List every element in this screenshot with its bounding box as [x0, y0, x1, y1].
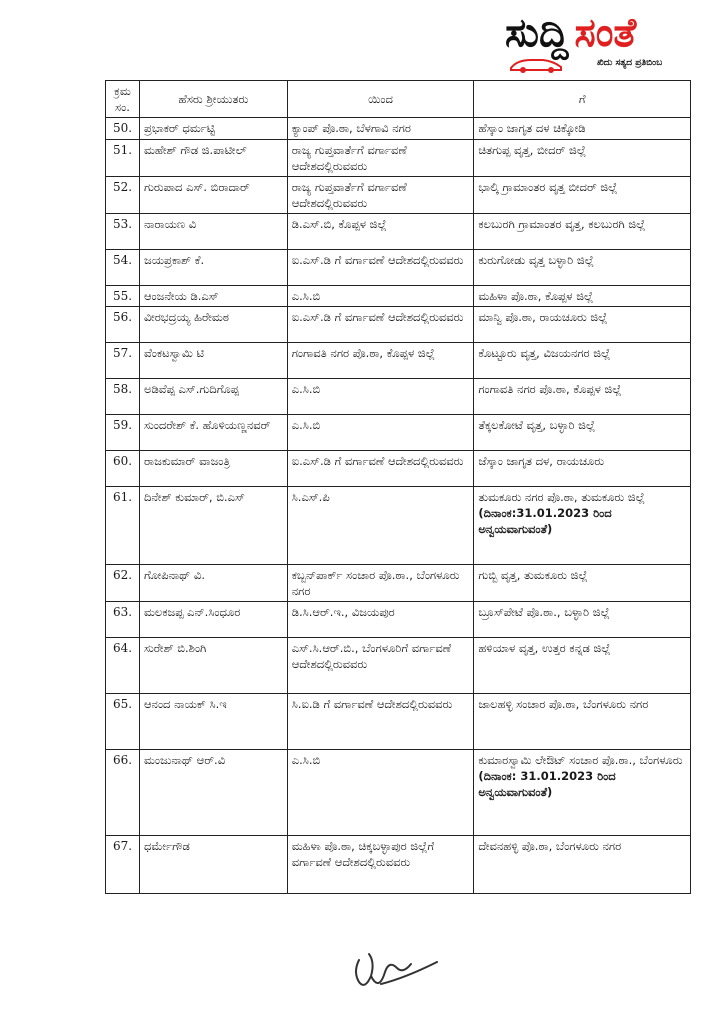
row-name-text: ಆಂಜನೇಯ ಡಿ.ಎಸ್ [143, 289, 219, 303]
row-number-text: 50. [112, 121, 133, 135]
row-name-text: ಮಹೇಶ್ ಗೌಡ ಜಿ.ಪಾಟೀಲ್ [143, 143, 247, 157]
row-to [474, 250, 691, 286]
row-to-text: ಭಾಲ್ಕಿ ಗ್ರಾಮಾಂತರ ವೃತ್ತ ಬೀದರ್ ಜಿಲ್ಲೆ [478, 180, 618, 194]
row-name-text: ಸುರೇಶ್ ಬಿ.ಶಿಂಗಿ [143, 641, 207, 655]
table-row [106, 343, 691, 379]
row-from [287, 638, 474, 694]
row-name [139, 694, 287, 750]
row-number-text: 62. [112, 568, 133, 582]
row-to [474, 487, 691, 565]
row-name [139, 307, 287, 343]
row-number [106, 118, 140, 140]
row-to-text: ಬ್ರೂಸ್‌ಪೇಟೆ ಪೊ.ಠಾ., ಬಳ್ಳಾರಿ ಜಿಲ್ಲೆ [478, 605, 610, 619]
table-row [106, 487, 691, 565]
row-name-text: ಅಡಿವೆಪ್ಪ ಎಸ್.ಗುದಿಗೊಪ್ಪ [143, 382, 240, 396]
row-from-text: ಮಹಿಳಾ ಪೊ.ಠಾ, ಚಿಕ್ಕಬಳ್ಳಾಪುರ ಜಿಲ್ಲೆಗೆ ವರ್ಗಾವಣೆ ಆದೇಶದಲ್ಲಿರುವವರು [291, 839, 435, 869]
table-row [106, 836, 691, 894]
row-number [106, 451, 140, 487]
row-to [474, 415, 691, 451]
row-name-text: ಆನಂದ ನಾಯಕ್ ಸಿ.ಇ [143, 697, 227, 711]
row-to [474, 694, 691, 750]
row-to-text: ಗಂಗಾವತಿ ನಗರ ಪೊ.ಠಾ, ಕೊಪ್ಪಳ ಜಿಲ್ಲೆ [478, 382, 622, 396]
row-number [106, 250, 140, 286]
row-number [106, 343, 140, 379]
row-to-text: ಮಾನ್ವಿ ಪೊ.ಠಾ, ರಾಯಚೂರು ಜಿಲ್ಲೆ [478, 310, 608, 324]
row-from [287, 451, 474, 487]
row-number [106, 565, 140, 602]
row-name-text: ಮಂಜುನಾಥ್ ಆರ್.ವಿ [143, 753, 226, 767]
row-from [287, 250, 474, 286]
table-row [106, 638, 691, 694]
row-name [139, 286, 287, 307]
row-to-text: ಕೊಟ್ಟೂರು ವೃತ್ತ, ವಿಜಯನಗರ ಜಿಲ್ಲೆ [478, 346, 611, 360]
row-name [139, 836, 287, 894]
row-from-text: ಎ.ಸಿ.ಬಿ [291, 382, 321, 396]
row-name [139, 451, 287, 487]
row-from [287, 750, 474, 836]
row-from-text: ರಾಜ್ಯ ಗುಪ್ತವಾರ್ತೆಗೆ ವರ್ಗಾವಣೆ ಆದೇಶದಲ್ಲಿರುವವರು [291, 180, 407, 210]
row-to [474, 118, 691, 140]
row-to-text: ಜೆಸ್ಕಾಂ ಜಾಗೃತ ದಳ, ರಾಯಚೂರು [478, 454, 605, 468]
row-name [139, 602, 287, 638]
row-from [287, 694, 474, 750]
row-name [139, 415, 287, 451]
row-name-text: ಧರ್ಮೇಗೌಡ [143, 839, 190, 853]
row-to-text: ಕುರುಗೋಡು ವೃತ್ತ ಬಳ್ಳಾರಿ ಜಿಲ್ಲೆ [478, 253, 594, 267]
row-from [287, 177, 474, 214]
row-name-text: ವೀರಭದ್ರಯ್ಯ ಹಿರೇಮಠ [143, 310, 229, 324]
table-row [106, 214, 691, 250]
row-to-text: ಹೆಸ್ಕಾಂ ಜಾಗೃತ ದಳ ಚಿಕ್ಕೋಡಿ [478, 121, 586, 135]
table-row [106, 286, 691, 307]
row-name-text: ಜಯಪ್ರಕಾಶ್ ಕೆ. [143, 253, 205, 267]
table-row [106, 694, 691, 750]
signature-mark [345, 942, 445, 998]
row-name [139, 177, 287, 214]
row-number [106, 379, 140, 415]
row-to-text: ತೆಕ್ಕಲಕೋಟೆ ವೃತ್ತ, ಬಳ್ಳಾರಿ ಜಿಲ್ಲೆ [478, 418, 596, 432]
row-to-text: ದೇವನಹಳ್ಳಿ ಪೊ.ಠಾ, ಬೆಂಗಳೂರು ನಗರ [478, 839, 622, 853]
table-row [106, 118, 691, 140]
table-row [106, 140, 691, 177]
row-number-text: 53. [112, 217, 133, 231]
table-row [106, 250, 691, 286]
row-number [106, 694, 140, 750]
row-note: (ದಿನಾಂಕ:31.01.2023 ರಿಂದ ಅನ್ವಯವಾಗುವಂತೆ) [478, 506, 612, 536]
row-name [139, 250, 287, 286]
row-name [139, 638, 287, 694]
row-note: (ದಿನಾಂಕ: 31.01.2023 ರಿಂದ ಅನ್ವಯವಾಗುವಂತೆ) [478, 769, 616, 799]
logo-word-2: ಸಂತೆ [574, 10, 637, 56]
row-number-text: 61. [112, 490, 133, 504]
row-to [474, 307, 691, 343]
row-number-text: 60. [112, 454, 133, 468]
row-name [139, 343, 287, 379]
row-name-text: ಪ್ರಭಾಕರ್ ಧರ್ಮಟ್ಟಿ [143, 121, 216, 135]
row-from [287, 343, 474, 379]
row-number [106, 638, 140, 694]
row-number [106, 214, 140, 250]
row-from [287, 602, 474, 638]
row-from [287, 307, 474, 343]
logo-tagline: ಖಿದು ಸತ್ಯದ ಪ್ರತಿಬಿಂಬ [597, 58, 663, 68]
row-from-text: ಸಿ.ಐ.ಡಿ ಗೆ ವರ್ಗಾವಣೆ ಆದೇಶದಲ್ಲಿರುವವರು [291, 697, 453, 711]
row-name-text: ಮಲಕಜಪ್ಪ ಎನ್.ಸಿಂಧೂರ [143, 605, 241, 619]
row-to [474, 177, 691, 214]
row-number-text: 64. [112, 641, 133, 655]
news-logo [505, 10, 715, 78]
row-from [287, 286, 474, 307]
row-number [106, 177, 140, 214]
row-from [287, 118, 474, 140]
table-row [106, 177, 691, 214]
row-from-text: ಎ.ಸಿ.ಬಿ [291, 418, 321, 432]
table-row [106, 565, 691, 602]
row-number-text: 56. [112, 310, 133, 324]
table-header-row [106, 81, 691, 118]
row-from-text: ಡಿ.ಎಸ್.ಬಿ, ಕೊಪ್ಪಳ ಜಿಲ್ಲೆ [291, 217, 387, 231]
row-from-text: ಐ.ಎಸ್.ಡಿ ಗೆ ವರ್ಗಾವಣೆ ಆದೇಶದಲ್ಲಿರುವವರು [291, 454, 464, 468]
row-name [139, 565, 287, 602]
row-from [287, 379, 474, 415]
row-to [474, 343, 691, 379]
row-from-text: ಗಂಗಾವತಿ ನಗರ ಪೊ.ಠಾ, ಕೊಪ್ಪಳ ಜಿಲ್ಲೆ [291, 346, 435, 360]
row-number-text: 58. [112, 382, 133, 396]
row-from-text: ರಾಜ್ಯ ಗುಪ್ತವಾರ್ತೆಗೆ ವರ್ಗಾವಣೆ ಆದೇಶದಲ್ಲಿರುವವರು [291, 143, 407, 173]
row-from [287, 140, 474, 177]
row-number-text: 51. [112, 143, 133, 157]
table-row [106, 379, 691, 415]
row-number-text: 52. [112, 180, 133, 194]
row-to [474, 286, 691, 307]
row-number [106, 415, 140, 451]
row-from [287, 415, 474, 451]
row-to-text: ತುಮಕೂರು ನಗರ ಪೊ.ಠಾ, ತುಮಕೂರು ಜಿಲ್ಲೆ [478, 490, 645, 504]
row-from-text: ಎ.ಸಿ.ಬಿ [291, 753, 321, 767]
table-row [106, 415, 691, 451]
header-number: ಕ್ರಮ ಸಂ. [106, 81, 140, 118]
row-from-text: ಎಸ್.ಸಿ.ಆರ್.ಬಿ., ಬೆಂಗಳೂರಿಗೆ ವರ್ಗಾವಣೆ ಆದೇಶದಲ್ಲಿರುವವರು [291, 641, 452, 671]
row-name [139, 214, 287, 250]
row-to [474, 602, 691, 638]
header-from: ಯಿಂದ [287, 81, 474, 118]
row-from-text: ಡಿ.ಸಿ.ಆರ್.ಇ., ವಿಜಯಪುರ [291, 605, 395, 619]
row-to-text: ಮಹಿಳಾ ಪೊ.ಠಾ, ಕೊಪ್ಪಳ ಜಿಲ್ಲೆ [478, 289, 594, 303]
row-number [106, 836, 140, 894]
table-row [106, 602, 691, 638]
row-from-text: ಕ್ಯಾಂಪ್ ಪೊ.ಠಾ, ಬೆಳಗಾವಿ ನಗರ [291, 121, 411, 135]
row-number [106, 286, 140, 307]
row-from [287, 565, 474, 602]
row-to [474, 565, 691, 602]
row-to [474, 379, 691, 415]
row-from [287, 836, 474, 894]
row-to-text: ಜಾಲಹಳ್ಳಿ ಸಂಚಾರ ಪೊ.ಠಾ, ಬೆಂಗಳೂರು ನಗರ [478, 697, 649, 711]
row-name-text: ಗುರುಪಾದ ಎಸ್. ಬಿರಾದಾರ್ [143, 180, 250, 194]
table-row [106, 750, 691, 836]
header-to: ಗೆ [474, 81, 691, 118]
row-name-text: ಗೋಪಿನಾಥ್ ವಿ. [143, 568, 206, 582]
row-number [106, 602, 140, 638]
row-to-text: ಕಲಬುರಗಿ ಗ್ರಾಮಾಂತರ ವೃತ್ತ, ಕಲಬುರಗಿ ಜಿಲ್ಲೆ [478, 217, 646, 231]
row-number [106, 307, 140, 343]
row-name-text: ನಾರಾಯಣ ವಿ [143, 217, 197, 231]
table-row [106, 307, 691, 343]
row-to [474, 836, 691, 894]
row-name [139, 379, 287, 415]
transfer-table [105, 80, 691, 894]
row-name [139, 140, 287, 177]
logo-wordmark [505, 10, 636, 56]
row-name [139, 487, 287, 565]
row-to-text: ಚಿತಗುಪ್ಪ ವೃತ್ತ, ಬೀದರ್ ಜಿಲ್ಲೆ [478, 143, 586, 157]
row-name [139, 118, 287, 140]
row-to [474, 214, 691, 250]
row-from-text: ಐ.ಎಸ್.ಡಿ ಗೆ ವರ್ಗಾವಣೆ ಆದೇಶದಲ್ಲಿರುವವರು [291, 253, 464, 267]
logo-word-1: ಸುದ್ದಿ [505, 10, 569, 56]
row-number-text: 54. [112, 253, 133, 267]
table-row [106, 451, 691, 487]
row-number-text: 55. [112, 289, 133, 303]
row-to-text: ಗುಬ್ಬಿ ವೃತ್ತ, ತುಮಕೂರು ಜಿಲ್ಲೆ [478, 568, 588, 582]
row-number-text: 57. [112, 346, 133, 360]
row-name-text: ಸುಂದರೇಶ್ ಕೆ. ಹೊಳಿಯಣ್ಣನವರ್ [143, 418, 271, 432]
row-name-text: ರಾಜಕುಮಾರ್ ವಾಜಂತ್ರಿ [143, 454, 230, 468]
row-number [106, 487, 140, 565]
row-from-text: ಎ.ಸಿ.ಬಿ [291, 289, 321, 303]
row-number-text: 66. [112, 753, 133, 767]
header-name: ಹೆಸರು ಶ್ರೀಯುತರು [139, 81, 287, 118]
row-to-text: ಹಳಿಯಾಳ ವೃತ್ತ, ಉತ್ತರ ಕನ್ನಡ ಜಿಲ್ಲೆ [478, 641, 611, 655]
row-from-text: ಕಬ್ಬನ್‌ಪಾರ್ಕ್ ಸಂಚಾರ ಪೊ.ಠಾ., ಬೆಂಗಳೂರು ನಗರ [291, 568, 460, 598]
row-from-text: ಐ.ಎಸ್.ಡಿ ಗೆ ವರ್ಗಾವಣೆ ಆದೇಶದಲ್ಲಿರುವವರು [291, 310, 464, 324]
row-number [106, 140, 140, 177]
row-number-text: 63. [112, 605, 133, 619]
row-number-text: 67. [112, 839, 133, 853]
row-to [474, 140, 691, 177]
row-name [139, 750, 287, 836]
row-from-text: ಸಿ.ಎಸ್.ಪಿ [291, 490, 330, 504]
row-number-text: 65. [112, 697, 133, 711]
row-from [287, 487, 474, 565]
row-number [106, 750, 140, 836]
row-to-text: ಕುಮಾರಸ್ವಾಮಿ ಲೇಔಟ್ ಸಂಚಾರ ಪೊ.ಠಾ., ಬೆಂಗಳೂರು [478, 753, 683, 767]
row-name-text: ವೆಂಕಟಸ್ವಾಮಿ ಟಿ [143, 346, 204, 360]
car-icon [507, 54, 567, 74]
row-to [474, 750, 691, 836]
row-from [287, 214, 474, 250]
row-number-text: 59. [112, 418, 133, 432]
row-name-text: ದಿನೇಶ್ ಕುಮಾರ್, ಬಿ.ಎಸ್ [143, 490, 245, 504]
row-to [474, 451, 691, 487]
row-to [474, 638, 691, 694]
